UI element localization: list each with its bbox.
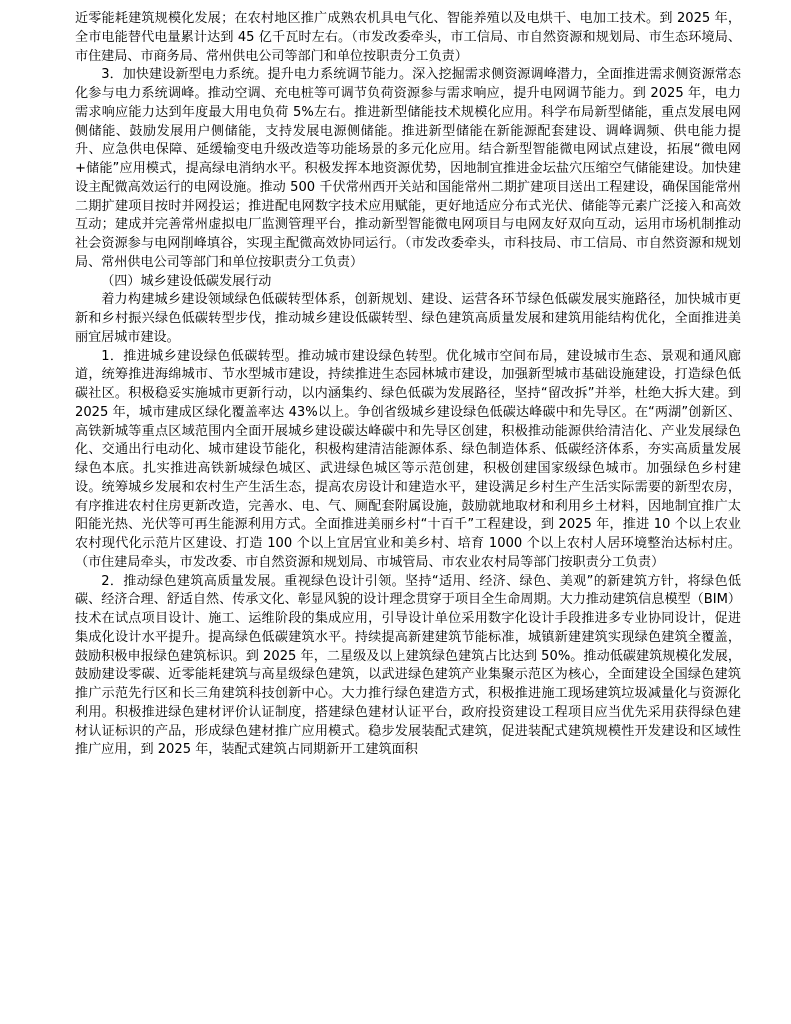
document-page — [75, 10, 741, 760]
paragraph-power-system: 3．加快建设新型电力系统。提升电力系统调节能力。深入挖掘需求侧资源调峰潜力，全面推进需求侧资源常态化参与电力系统调峰。推动空调、充电桩等可调节负荷资源参与需求响应，提升电网调节能力。到 2025 年，电力需求响应能力达到年度最大用电负荷 5%左右。推进新型储能技术规模化应用。科学布局新型储能，重点发展电网侧储能、鼓励发展用户侧储能，支持发展电源侧储能。推进新型储能在新能源配套建设、调峰调频、供电能力提升、应急供电保障、延缓输变电升级改造等功能场景的多元化应用。结合新型智能微电网试点建设，拓展“微电网+储能”应用模式，提高绿电消纳水平。积极发挥本地资源优势，因地制宜推进金坛盐穴压缩空气储能建设。加快建设主配微高效运行的电网设施。推动 500 千伏常州西开关站和国能常州二期扩建项目送出工程建设，确保国能常州二期扩建项目按时并网投运；推进配电网数字技术应用赋能，更好地适应分布式光伏、储能等元素广泛接入和高效互动；建成并完善常州虚拟电厂监测管理平台，推动新型智能微电网项目与电网友好双向互动，运用市场机制推动社会资源参与电网削峰填谷，实现主配微高效协同运行。（市发改委牵头，市科技局、市工信局、市自然资源和规划局、常州供电公司等部门和单位按职责分工负责） — [75, 67, 741, 270]
paragraph-section-intro: 着力构建城乡建设领域绿色低碳转型体系，创新规划、建设、运营各环节绿色低碳发展实施路径，加快城市更新和乡村振兴绿色低碳转型步伐，推动城乡建设低碳转型、绿色建筑高质量发展和建筑用能结构优化，全面推进美丽宜居城市建设。 — [75, 292, 741, 345]
paragraph-green-building: 2．推动绿色建筑高质量发展。重视绿色设计引领。坚持“适用、经济、绿色、美观”的新建筑方针，将绿色低碳、经济合理、舒适自然、传承文化、彰显风貌的设计理念贯穿于项目全生命周期。大力推动建筑信息模型（BIM）技术在试点项目设计、施工、运维阶段的集成应用，引导设计单位采用数字化设计手段推进多专业协同设计，促进集成化设计水平提升。提高绿色低碳建筑水平。持续提高新建建筑节能标准，城镇新建建筑实现绿色建筑全覆盖，鼓励积极申报绿色建筑标识。到 2025 年，二星级及以上建筑绿色建筑占比达到 50%。推动低碳建筑规模化发展，鼓励建设零碳、近零能耗建筑与高星级绿色建筑，以武进绿色建筑产业集聚示范区为核心，全面建设全国绿色建筑推广示范先行区和长三角建筑科技创新中心。大力推行绿色建造方式，积极推进施工现场建筑垃圾减量化与资源化利用。积极推进绿色建材评价认证制度，搭建绿色建材认证平台，政府投资建设工程项目应当优先采用获得绿色建材认证标识的产品，形成绿色建材推广应用模式。稳步发展装配式建筑，促进装配式建筑规模性开发建设和区域性推广应用，到 2025 年，装配式建筑占同期新开工建筑面积 — [75, 573, 741, 758]
paragraph-continuation: 近零能耗建筑规模化发展；在农村地区推广成熟农机具电气化、智能养殖以及电烘干、电加工技术。到 2025 年，全市电能替代电量累计达到 45 亿千瓦时左右。（市发改委牵头，市工信局、市自然资源和规划局、市生态环境局、市住建局、市商务局、常州供电公司等部门和单位按职责分工负责） — [75, 11, 741, 64]
section-heading-urban-rural: （四）城乡建设低碳发展行动 — [101, 273, 272, 289]
paragraph-urban-rural-transition: 1．推进城乡建设绿色低碳转型。推动城市建设绿色转型。优化城市空间布局，建设城市生态、景观和通风廊道，统筹推进海绵城市、节水型城市建设，持续推进生态园林城市建设，加强新型城市基础设施建设，打造绿色低碳社区。积极稳妥实施城市更新行动，以内涵集约、绿色低碳为发展路径，坚持“留改拆”并举，杜绝大拆大建。到 2025 年，城市建成区绿化覆盖率达 43%以上。争创省级城乡建设绿色低碳达峰碳中和先导区。在“两湖”创新区、高铁新城等重点区域范围内全面开展城乡建设碳达峰碳中和先导区创建，积极推动能源供给清洁化、产业发展绿色化、交通出行电动化、城市建设节能化，积极构建清洁能源体系、绿色制造体系、低碳经济体系，夯实高质量发展绿色本底。扎实推进高铁新城绿色城区、武进绿色城区等示范创建，积极创建国家级绿色城市。加强绿色乡村建设。统筹城乡发展和农村生产生活生态，提高农房设计和建造水平，建设满足乡村生产生活实际需要的新型农房，有序推进农村住房更新改造，完善水、电、气、厕配套附属设施，鼓励就地取材和利用乡土材料，因地制宜推广太阳能光热、光伏等可再生能源利用方式。全面推进美丽乡村“十百千”工程建设，到 2025 年，推进 10 个以上农业农村现代化示范片区建设、打造 100 个以上宜居宜业和美乡村、培育 1000 个以上农村人居环境整治达标村庄。（市住建局牵头，市发改委、市自然资源和规划局、市城管局、市农业农村局等部门按职责分工负责） — [75, 348, 741, 570]
